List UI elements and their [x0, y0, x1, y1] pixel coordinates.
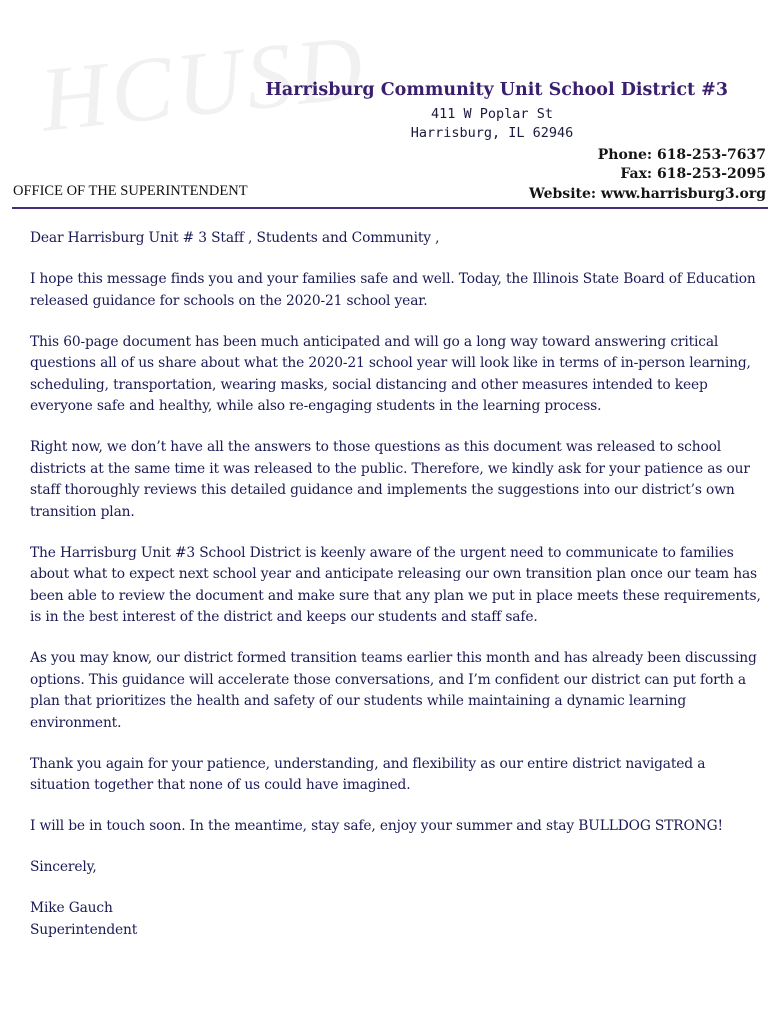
paragraph-3: Right now, we don’t have all the answers to those questions as this document was released to school districts at the same time it was released to the public. Therefore, we kindly ask for your patience as our staff thoroughly reviews this detailed guidance and implements the suggestions into our district’s own transition plan.: [30, 439, 750, 520]
paragraph-5: As you may know, our district formed transition teams earlier this month and has already been discussing options. This guidance will accelerate those conversations, and I’m confident our district can put forth a plan that prioritizes the health and safety of our students while maintaining a dynamic learning environment.: [30, 650, 757, 731]
signer-name: Mike Gauch: [30, 900, 113, 916]
website-link[interactable]: Website: www.harrisburg3.org: [529, 186, 766, 202]
office-label: OFFICE OF THE SUPERINTENDENT: [13, 183, 248, 199]
fax-number: Fax: 618-253-2095: [620, 166, 766, 182]
paragraph-4: The Harrisburg Unit #3 School District is keenly aware of the urgent need to communicate to families about what to expect next school year and anticipate releasing our own transition plan once our team has been able to review the document and make sure that any plan we put in place meets these requirements, is in the best interest of the district and keeps our students and staff safe.: [30, 544, 761, 625]
address-street: 411 W Poplar St: [431, 106, 553, 122]
closing-block: [30, 857, 768, 941]
signer-title: Superintendent: [30, 921, 138, 938]
district-name: Harrisburg Community Unit School District #3: [265, 80, 728, 100]
address-city: Harrisburg, IL 62946: [410, 125, 574, 141]
letter-body: [30, 228, 768, 941]
header-divider: [12, 207, 768, 209]
paragraph-7: I will be in touch soon. In the meantime, stay safe, enjoy your summer and stay BULLDOG STRONG!: [30, 818, 723, 834]
paragraph-1: I hope this message finds you and your families safe and well. Today, the Illinois State Board of Education released guidance for schools on the 2020-21 school year.: [30, 271, 756, 309]
salutation: Dear Harrisburg Unit # 3 Staff , Students and Community ,: [30, 230, 440, 246]
paragraph-6: Thank you again for your patience, understanding, and flexibility as our entire district navigated a situation together that none of us could have imagined.: [30, 755, 706, 793]
district-watermark-logo: HCUSD: [35, 15, 372, 151]
phone-number: Phone: 618-253-7637: [597, 147, 766, 163]
closing-text: Sincerely,: [30, 859, 97, 875]
paragraph-2: This 60-page document has been much anticipated and will go a long way toward answering critical questions all of us share about what the 2020-21 school year will look like in terms of in-person learning, scheduling, transportation, wearing masks, social distancing and other measures intended to keep everyone safe and healthy, while also re-engaging students in the learning process.: [30, 333, 751, 414]
